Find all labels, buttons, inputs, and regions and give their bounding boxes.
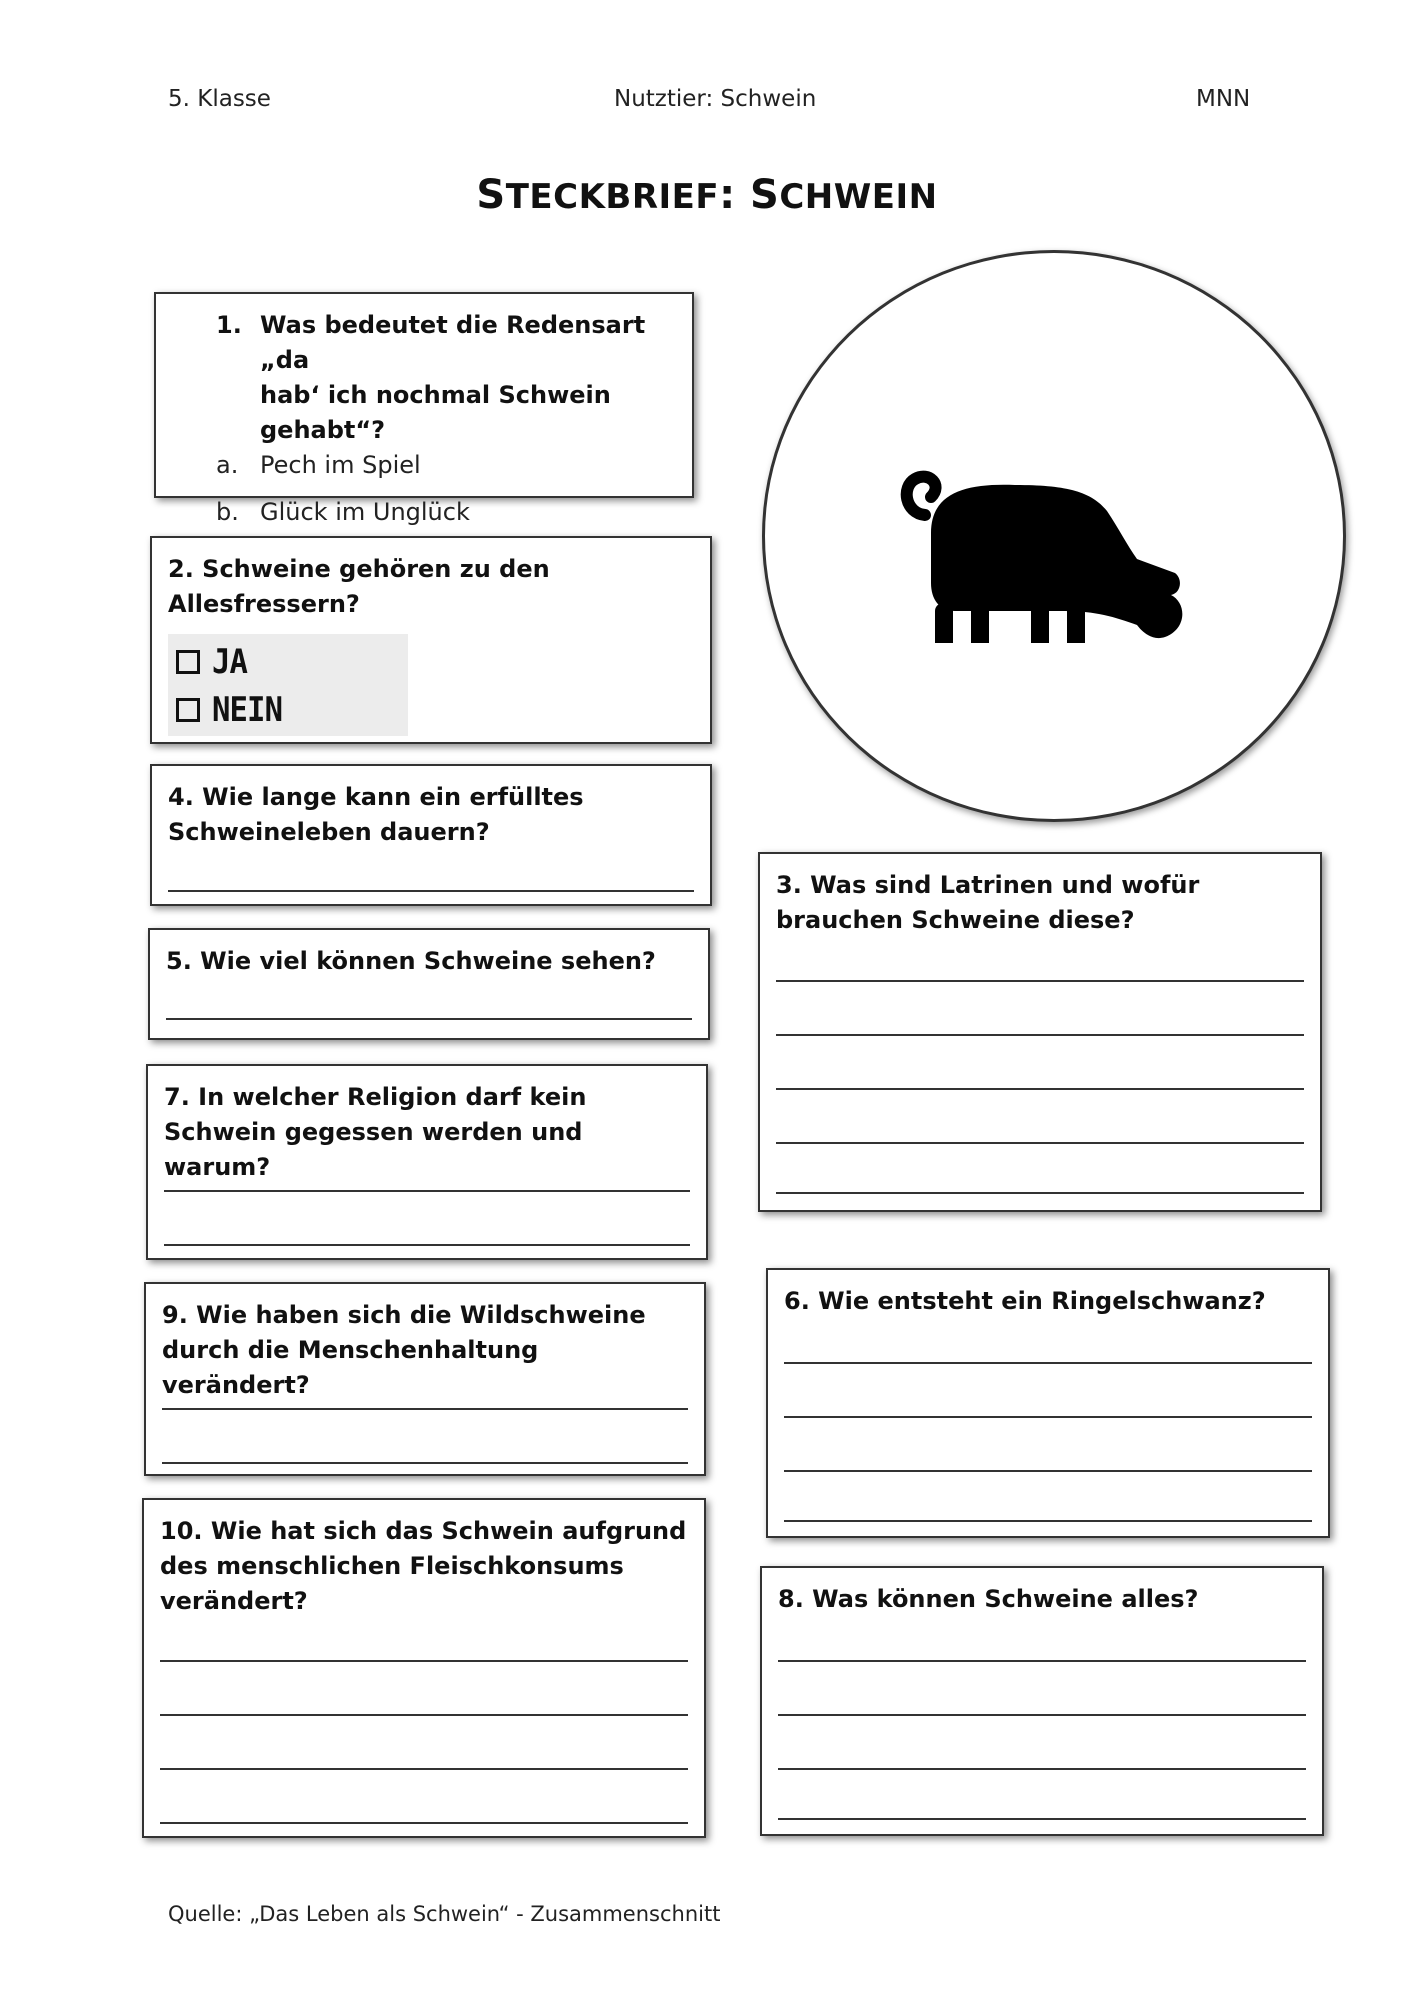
answer-line[interactable] bbox=[168, 890, 694, 892]
answer-line[interactable] bbox=[776, 1142, 1304, 1144]
answer-line[interactable] bbox=[166, 1018, 692, 1020]
question-6: 6. Wie entsteht ein Ringelschwanz? bbox=[784, 1287, 1266, 1315]
answer-line[interactable] bbox=[162, 1462, 688, 1464]
answer-line[interactable] bbox=[784, 1470, 1312, 1472]
option-yes[interactable]: JA bbox=[176, 642, 251, 682]
header-topic: Nutztier: Schwein bbox=[614, 86, 817, 112]
question-3-box bbox=[758, 852, 1322, 1212]
answer-line[interactable] bbox=[162, 1408, 688, 1410]
answer-line[interactable] bbox=[160, 1660, 688, 1662]
question-8: 8. Was können Schweine alles? bbox=[778, 1585, 1199, 1613]
answer-line[interactable] bbox=[778, 1714, 1306, 1716]
header-class: 5. Klasse bbox=[168, 86, 271, 112]
pig-icon bbox=[875, 433, 1195, 643]
question-3: 3. Was sind Latrinen und wofür brauchen Schweine diese? bbox=[776, 871, 1200, 934]
question-9: 9. Wie haben sich die Wildschweine durch die Menschenhaltung verändert? bbox=[162, 1301, 646, 1399]
answer-line[interactable] bbox=[776, 1088, 1304, 1090]
answer-option-b[interactable]: b. Glück im Unglück bbox=[216, 498, 470, 526]
question-8-box bbox=[760, 1566, 1324, 1836]
question-1-box bbox=[154, 292, 694, 526]
question-2-box bbox=[150, 536, 712, 744]
answer-line[interactable] bbox=[784, 1362, 1312, 1364]
question-10: 10. Wie hat sich das Schwein aufgrund des menschlichen Fleischkonsums verändert? bbox=[160, 1517, 687, 1615]
question-7-box bbox=[146, 1064, 708, 1260]
question-7: 7. In welcher Religion darf kein Schwein gegessen werden und warum? bbox=[164, 1083, 587, 1181]
source-footer: Quelle: „Das Leben als Schwein“ - Zusammenschnitt bbox=[168, 1902, 721, 1926]
answer-option-a[interactable]: a. Pech im Spiel bbox=[216, 451, 421, 479]
answer-line[interactable] bbox=[160, 1768, 688, 1770]
question-9-box bbox=[144, 1282, 706, 1476]
answer-line[interactable] bbox=[784, 1416, 1312, 1418]
question-1: 1. Was bedeutet die Redensart „da hab‘ ich nochmal Schwein gehabt“? a. Pech im Spiel b. Glück im Unglück bbox=[216, 308, 678, 530]
answer-line[interactable] bbox=[160, 1822, 688, 1824]
answer-line[interactable] bbox=[778, 1768, 1306, 1770]
option-no[interactable]: NEIN bbox=[176, 690, 290, 730]
answer-line[interactable] bbox=[778, 1660, 1306, 1662]
image-circle bbox=[762, 250, 1346, 822]
header-author: MNN bbox=[1196, 86, 1251, 112]
answer-line[interactable] bbox=[160, 1714, 688, 1716]
answer-line[interactable] bbox=[164, 1190, 690, 1192]
question-2: 2. Schweine gehören zu den Allesfressern? bbox=[168, 555, 550, 618]
page-title: STECKBRIEF: SCHWEIN bbox=[476, 172, 938, 218]
question-6-box bbox=[766, 1268, 1330, 1538]
answer-line[interactable] bbox=[776, 1034, 1304, 1036]
checkbox-no[interactable] bbox=[176, 698, 200, 722]
yes-no-options bbox=[168, 634, 408, 736]
question-4-box bbox=[150, 764, 712, 906]
answer-line[interactable] bbox=[164, 1244, 690, 1246]
question-10-box bbox=[142, 1498, 706, 1838]
answer-line[interactable] bbox=[778, 1818, 1306, 1820]
question-5: 5. Wie viel können Schweine sehen? bbox=[166, 947, 656, 975]
checkbox-yes[interactable] bbox=[176, 650, 200, 674]
answer-line[interactable] bbox=[784, 1520, 1312, 1522]
answer-line[interactable] bbox=[776, 1192, 1304, 1194]
question-5-box bbox=[148, 928, 710, 1040]
question-4: 4. Wie lange kann ein erfülltes Schweineleben dauern? bbox=[168, 783, 584, 846]
answer-line[interactable] bbox=[776, 980, 1304, 982]
